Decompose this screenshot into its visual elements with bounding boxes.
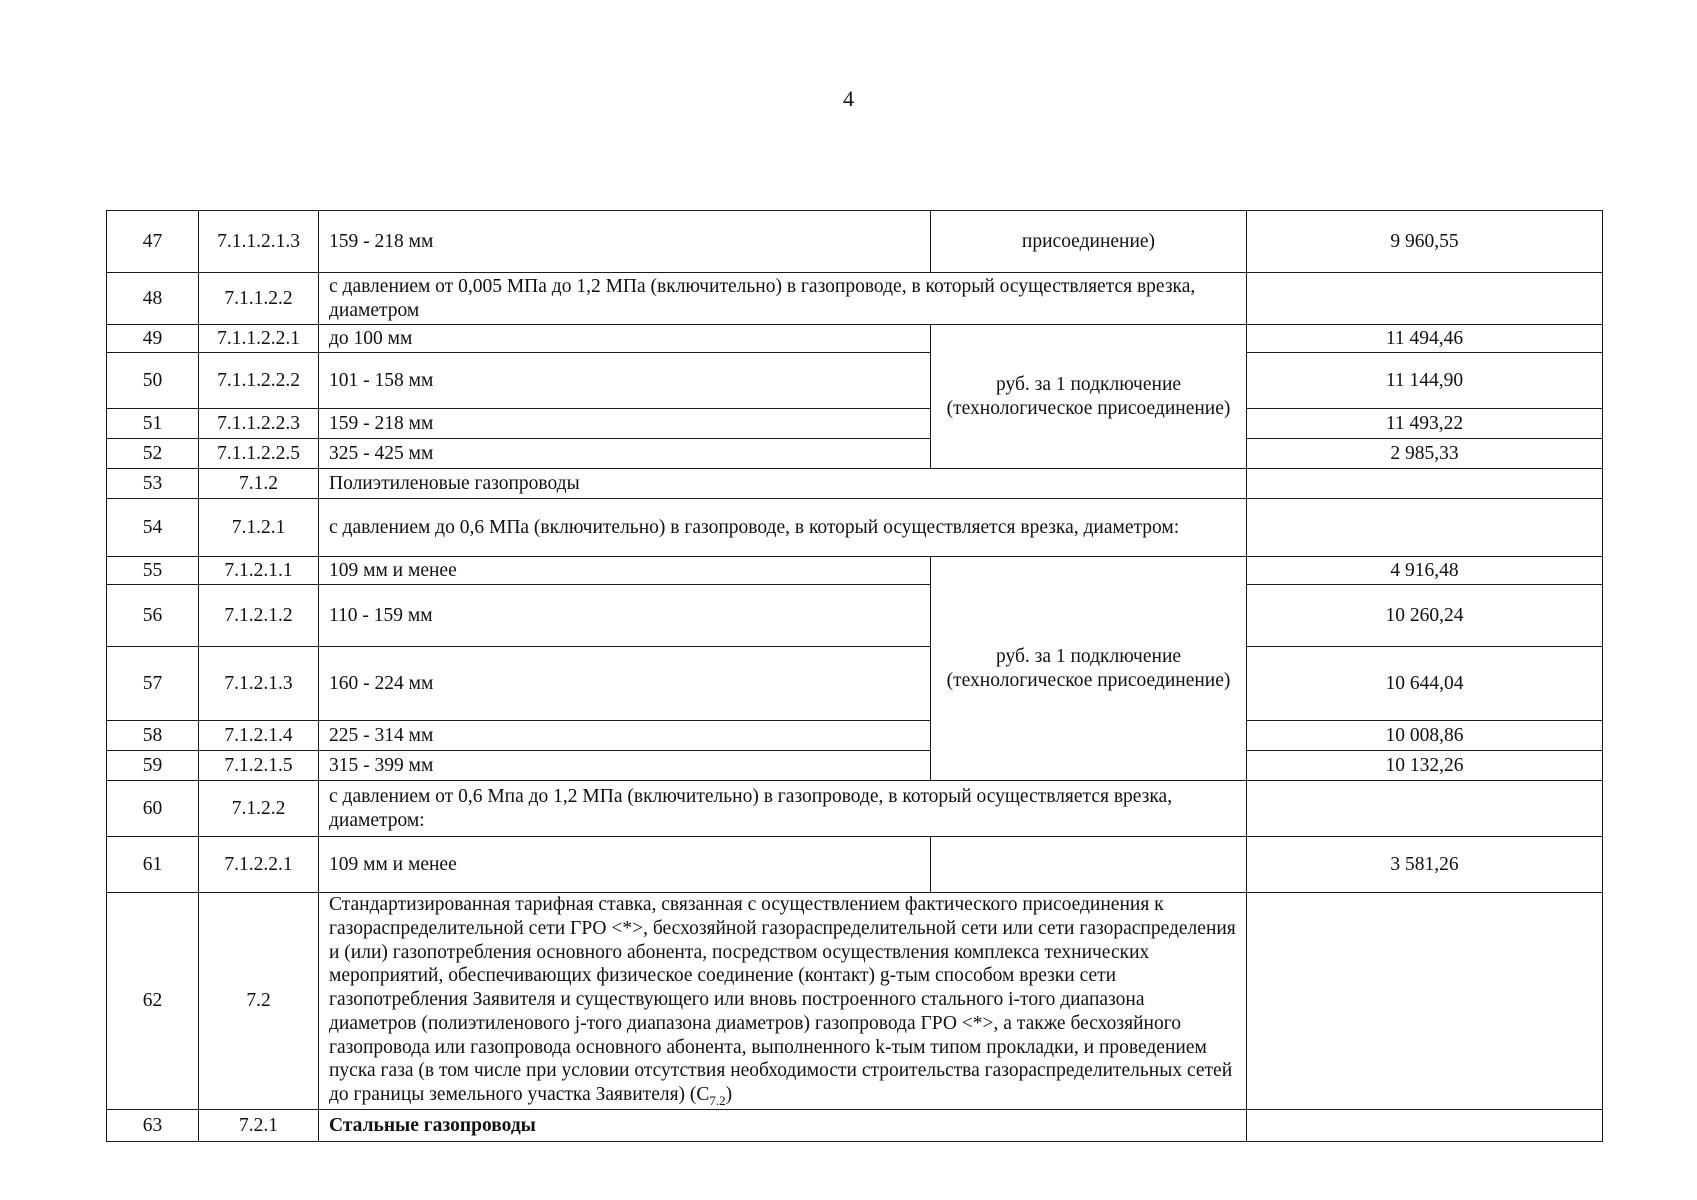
row-value bbox=[1247, 469, 1603, 499]
table-row bbox=[107, 1110, 1603, 1142]
row-number: 62 bbox=[107, 893, 199, 1110]
row-value: 10 644,04 bbox=[1247, 647, 1603, 721]
row-description: 101 - 158 мм bbox=[319, 353, 931, 409]
row-description: Полиэтиленовые газопроводы bbox=[319, 469, 1247, 499]
table-row bbox=[107, 439, 1603, 469]
table-row bbox=[107, 353, 1603, 409]
table-row bbox=[107, 469, 1603, 499]
row-number: 55 bbox=[107, 557, 199, 585]
row-description: с давлением до 0,6 МПа (включительно) в газопроводе, в который осуществляется врезка, диаметром: bbox=[319, 499, 1247, 557]
row-code: 7.1.1.2.2.3 bbox=[199, 409, 319, 439]
table-row bbox=[107, 409, 1603, 439]
table-row bbox=[107, 273, 1603, 325]
row-description: 160 - 224 мм bbox=[319, 647, 931, 721]
row-code: 7.1.1.2.2 bbox=[199, 273, 319, 325]
row-description: 315 - 399 мм bbox=[319, 751, 931, 781]
row-description: 325 - 425 мм bbox=[319, 439, 931, 469]
row-number: 58 bbox=[107, 721, 199, 751]
row-description-close: ) bbox=[725, 1084, 733, 1106]
row-number: 49 bbox=[107, 325, 199, 353]
row-code: 7.1.2.1.3 bbox=[199, 647, 319, 721]
row-value: 11 494,46 bbox=[1247, 325, 1603, 353]
table-row bbox=[107, 893, 1603, 1110]
row-value bbox=[1247, 499, 1603, 557]
row-description: Стальные газопроводы bbox=[319, 1110, 1247, 1142]
row-code: 7.1.2.2.1 bbox=[199, 837, 319, 893]
row-code: 7.1.2.1.1 bbox=[199, 557, 319, 585]
row-description: 225 - 314 мм bbox=[319, 721, 931, 751]
row-description-subscript: 7.2 bbox=[709, 1093, 726, 1109]
row-code: 7.1.2.1.5 bbox=[199, 751, 319, 781]
row-code: 7.1.1.2.2.1 bbox=[199, 325, 319, 353]
table-row bbox=[107, 557, 1603, 585]
row-description: 110 - 159 мм bbox=[319, 585, 931, 647]
row-code: 7.1.2.1 bbox=[199, 499, 319, 557]
row-unit bbox=[931, 837, 1247, 893]
row-number: 60 bbox=[107, 781, 199, 837]
row-value: 9 960,55 bbox=[1247, 211, 1603, 273]
table-row bbox=[107, 325, 1603, 353]
row-code: 7.1.1.2.2.5 bbox=[199, 439, 319, 469]
row-description: 159 - 218 мм bbox=[319, 409, 931, 439]
row-value: 11 144,90 bbox=[1247, 353, 1603, 409]
row-code: 7.1.1.2.2.2 bbox=[199, 353, 319, 409]
row-description: с давлением от 0,6 Мпа до 1,2 МПа (включительно) в газопроводе, в который осуществляется врезка, диаметром: bbox=[319, 781, 1247, 837]
row-code: 7.1.2.1.2 bbox=[199, 585, 319, 647]
row-number: 53 bbox=[107, 469, 199, 499]
row-unit: руб. за 1 подключение (технологическое присоединение) bbox=[931, 325, 1247, 469]
row-value: 3 581,26 bbox=[1247, 837, 1603, 893]
row-value: 10 008,86 bbox=[1247, 721, 1603, 751]
row-code: 7.1.2 bbox=[199, 469, 319, 499]
row-description: 159 - 218 мм bbox=[319, 211, 931, 273]
row-value: 10 132,26 bbox=[1247, 751, 1603, 781]
tariff-table bbox=[106, 210, 1603, 1142]
row-value bbox=[1247, 781, 1603, 837]
row-number: 63 bbox=[107, 1110, 199, 1142]
row-number: 52 bbox=[107, 439, 199, 469]
row-description bbox=[319, 893, 1247, 1110]
table-row bbox=[107, 211, 1603, 273]
row-number: 51 bbox=[107, 409, 199, 439]
row-value: 2 985,33 bbox=[1247, 439, 1603, 469]
row-number: 50 bbox=[107, 353, 199, 409]
table-row bbox=[107, 751, 1603, 781]
row-number: 47 bbox=[107, 211, 199, 273]
row-description: 109 мм и менее bbox=[319, 557, 931, 585]
row-code: 7.1.2.1.4 bbox=[199, 721, 319, 751]
row-value: 4 916,48 bbox=[1247, 557, 1603, 585]
row-unit: руб. за 1 подключение (технологическое присоединение) bbox=[931, 557, 1247, 781]
row-number: 56 bbox=[107, 585, 199, 647]
row-description: до 100 мм bbox=[319, 325, 931, 353]
row-value bbox=[1247, 893, 1603, 1110]
row-code: 7.2 bbox=[199, 893, 319, 1110]
table-row bbox=[107, 585, 1603, 647]
table-row bbox=[107, 499, 1603, 557]
row-number: 61 bbox=[107, 837, 199, 893]
row-description: с давлением от 0,005 МПа до 1,2 МПа (включительно) в газопроводе, в который осуществляется врезка, диаметром bbox=[319, 273, 1247, 325]
table-row bbox=[107, 837, 1603, 893]
row-number: 59 bbox=[107, 751, 199, 781]
row-value: 11 493,22 bbox=[1247, 409, 1603, 439]
table-row bbox=[107, 781, 1603, 837]
row-code: 7.2.1 bbox=[199, 1110, 319, 1142]
table-row bbox=[107, 647, 1603, 721]
row-code: 7.1.2.2 bbox=[199, 781, 319, 837]
page-number: 4 bbox=[843, 86, 854, 111]
row-unit: присоединение) bbox=[931, 211, 1247, 273]
row-number: 48 bbox=[107, 273, 199, 325]
row-value bbox=[1247, 1110, 1603, 1142]
row-description-text: Стандартизированная тарифная ставка, связанная с осуществлением фактического присоединения к газораспределительной сети ГРО <*>, бесхозяйной газораспределительной сети или сети газораспределения и (или) газопотребления основного абонента, посредством осуществления комплекса технических мероприятий, обеспечивающих физическое соединение (контакт) g-тым способом врезки сети газопотребления Заявителя и существующего или вновь построенного стального i-того диапазона диаметров (полиэтиленового j-того диапазона диаметров) газопровода ГРО <*>, а также бесхозяйного газопровода или газопровода основного абонента, выполненного k-тым типом прокладки, и проведением пуска газа (в том числе при условии отсутствия необходимости строительства газораспределительных сетей до границы земельного участка Заявителя) (C bbox=[329, 894, 1236, 1106]
row-value: 10 260,24 bbox=[1247, 585, 1603, 647]
row-value bbox=[1247, 273, 1603, 325]
table-row bbox=[107, 721, 1603, 751]
row-number: 54 bbox=[107, 499, 199, 557]
row-description: 109 мм и менее bbox=[319, 837, 931, 893]
row-code: 7.1.1.2.1.3 bbox=[199, 211, 319, 273]
row-number: 57 bbox=[107, 647, 199, 721]
